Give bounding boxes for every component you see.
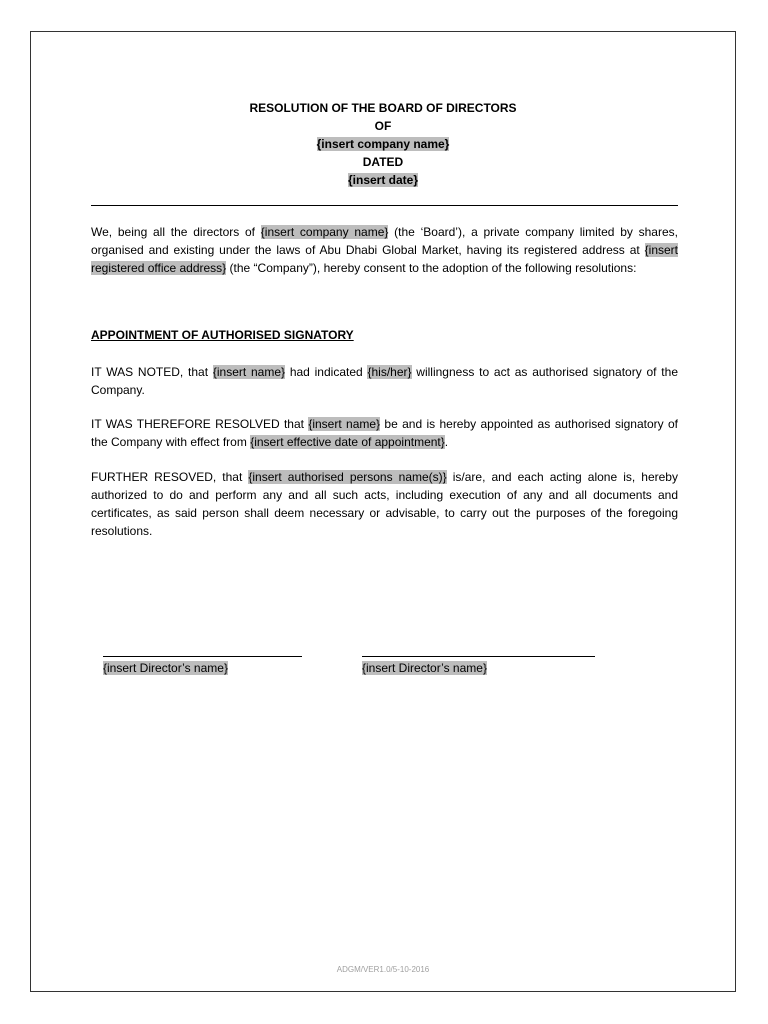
name-placeholder: {insert name} [212, 365, 286, 379]
title-line-resolution: RESOLUTION OF THE BOARD OF DIRECTORS [249, 101, 517, 115]
title-line-of: OF [374, 119, 392, 133]
authorised-persons-placeholder: {insert authorised persons name(s)} [248, 470, 447, 484]
intro-paragraph: We, being all the directors of {insert company name} (the ‘Board’), a private company limited by shares, organised and existing under the laws of Abu Dhabi Global Market, having its registered address at {insert registered office address} (the “Company”), hereby consent to the adoption of the following resolutions: [91, 225, 678, 275]
header-divider [91, 205, 678, 206]
document-version-footer: ADGM/VER1.0/5-10-2016 [336, 965, 430, 974]
resolution-title-block [31, 99, 735, 189]
date-placeholder: {insert date} [347, 173, 419, 187]
section-heading: APPOINTMENT OF AUTHORISED SIGNATORY [91, 328, 354, 342]
company-name-placeholder: {insert company name} [316, 137, 450, 151]
pronoun-placeholder: {his/her} [367, 365, 412, 379]
resolved-paragraph: IT WAS THEREFORE RESOLVED that {insert name} be and is hereby appointed as authorised signatory of the Company with effect from {insert effective date of appointment}. [91, 417, 678, 449]
director-name-2: {insert Director’s name} [362, 661, 487, 675]
further-resolved-paragraph: FURTHER RESOVED, that {insert authorised persons name(s)} is/are, and each acting alone is, hereby authorized to do and perform any and all such acts, including execution of any and all documents and certificates, as said person shall deem necessary or advisable, to carry out the purposes of the foregoing resolutions. [91, 470, 678, 538]
director-name-1: {insert Director’s name} [103, 661, 228, 675]
document-page [30, 31, 736, 992]
name-placeholder: {insert name} [308, 417, 381, 431]
company-name-placeholder: {insert company name} [260, 225, 389, 239]
signature-line-1 [103, 656, 302, 657]
effective-date-placeholder: {insert effective date of appointment} [250, 435, 445, 449]
signature-line-2 [362, 656, 595, 657]
noted-paragraph: IT WAS NOTED, that {insert name} had indicated {his/her} willingness to act as authorised signatory of the Company. [91, 365, 678, 397]
title-line-dated: DATED [362, 155, 404, 169]
registered-address-placeholder: {insert registered office address} [91, 243, 678, 275]
